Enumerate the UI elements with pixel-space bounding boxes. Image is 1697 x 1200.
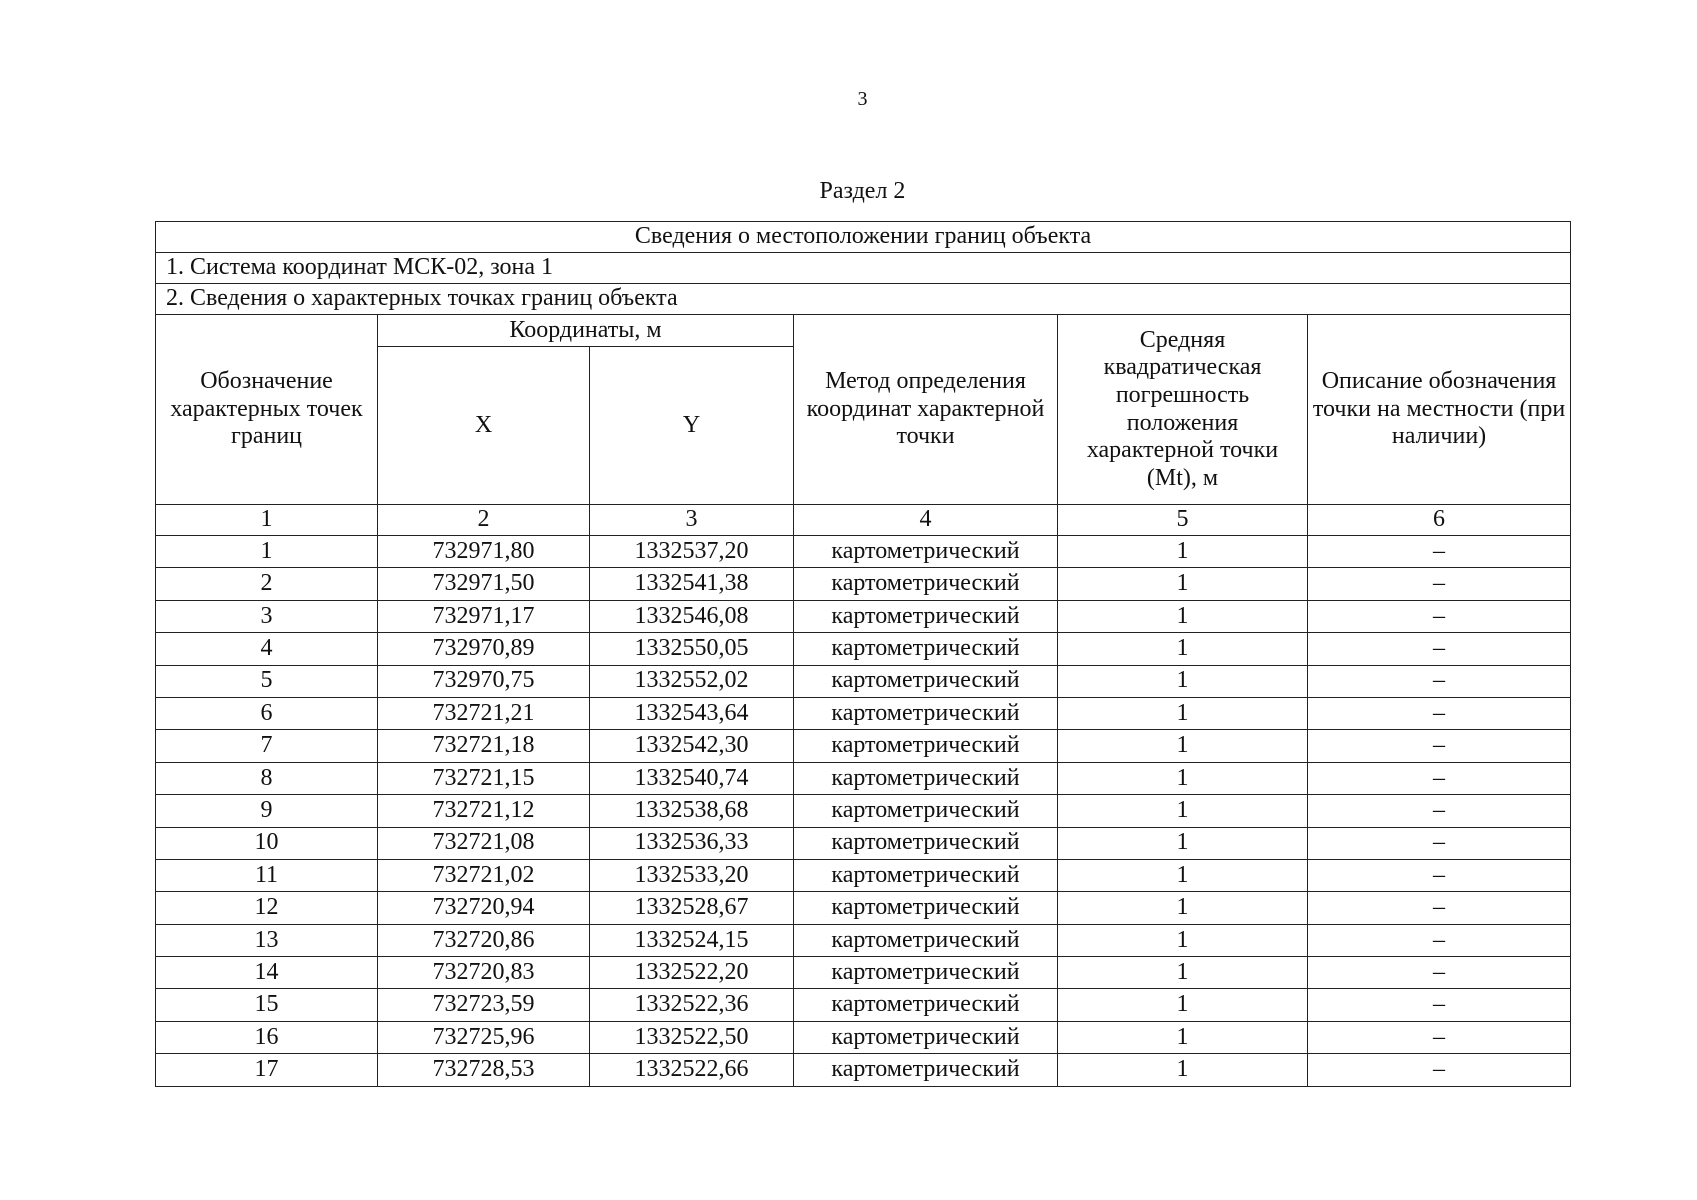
header-method: Метод определения координат характерной точки: [794, 315, 1058, 505]
table-row: [156, 859, 1571, 891]
x-coordinate-cell: 732721,15: [378, 762, 590, 794]
method-cell: картометрический: [794, 730, 1058, 762]
y-coordinate-cell: 1332542,30: [590, 730, 794, 762]
description-cell: –: [1308, 600, 1571, 632]
x-coordinate-cell: 732721,18: [378, 730, 590, 762]
method-cell: картометрический: [794, 1021, 1058, 1053]
column-number: 3: [590, 505, 794, 536]
x-coordinate-cell: 732970,89: [378, 633, 590, 665]
y-coordinate-cell: 1332522,66: [590, 1054, 794, 1086]
mean-square-error-cell: 1: [1058, 1021, 1308, 1053]
table-row: [156, 762, 1571, 794]
y-coordinate-cell: 1332522,50: [590, 1021, 794, 1053]
method-cell: картометрический: [794, 795, 1058, 827]
mean-square-error-cell: 1: [1058, 1054, 1308, 1086]
mean-square-error-cell: 1: [1058, 859, 1308, 891]
y-coordinate-cell: 1332552,02: [590, 665, 794, 697]
table-row: [156, 697, 1571, 729]
x-coordinate-cell: 732971,50: [378, 568, 590, 600]
x-coordinate-cell: 732970,75: [378, 665, 590, 697]
method-cell: картометрический: [794, 827, 1058, 859]
column-number-row: [156, 505, 1571, 536]
description-cell: –: [1308, 536, 1571, 568]
y-coordinate-cell: 1332524,15: [590, 924, 794, 956]
description-cell: –: [1308, 1021, 1571, 1053]
mean-square-error-cell: 1: [1058, 892, 1308, 924]
point-number-cell: 1: [156, 536, 378, 568]
header-mean-square-error: Средняя квадратическая погрешность положения характерной точки (Mt), м: [1058, 315, 1308, 505]
column-number: 5: [1058, 505, 1308, 536]
point-number-cell: 5: [156, 665, 378, 697]
method-cell: картометрический: [794, 1054, 1058, 1086]
description-cell: –: [1308, 697, 1571, 729]
point-number-cell: 6: [156, 697, 378, 729]
y-coordinate-cell: 1332538,68: [590, 795, 794, 827]
table-row: [156, 568, 1571, 600]
x-coordinate-cell: 732728,53: [378, 1054, 590, 1086]
point-number-cell: 17: [156, 1054, 378, 1086]
header-point-designation: Обозначение характерных точек границ: [156, 315, 378, 505]
table-row: [156, 536, 1571, 568]
table-row: [156, 827, 1571, 859]
x-coordinate-cell: 732721,08: [378, 827, 590, 859]
point-number-cell: 7: [156, 730, 378, 762]
description-cell: –: [1308, 795, 1571, 827]
page-number: 3: [857, 88, 868, 110]
method-cell: картометрический: [794, 600, 1058, 632]
table-row: [156, 989, 1571, 1021]
x-coordinate-cell: 732725,96: [378, 1021, 590, 1053]
table-row: [156, 600, 1571, 632]
description-cell: –: [1308, 924, 1571, 956]
table-row: [156, 892, 1571, 924]
point-number-cell: 12: [156, 892, 378, 924]
description-cell: –: [1308, 665, 1571, 697]
method-cell: картометрический: [794, 989, 1058, 1021]
x-coordinate-cell: 732721,02: [378, 859, 590, 891]
y-coordinate-cell: 1332536,33: [590, 827, 794, 859]
method-cell: картометрический: [794, 568, 1058, 600]
mean-square-error-cell: 1: [1058, 536, 1308, 568]
y-coordinate-cell: 1332546,08: [590, 600, 794, 632]
points-heading: 2. Сведения о характерных точках границ объекта: [156, 284, 1571, 315]
point-number-cell: 4: [156, 633, 378, 665]
point-number-cell: 14: [156, 957, 378, 989]
y-coordinate-cell: 1332550,05: [590, 633, 794, 665]
method-cell: картометрический: [794, 892, 1058, 924]
method-cell: картометрический: [794, 859, 1058, 891]
mean-square-error-cell: 1: [1058, 989, 1308, 1021]
x-coordinate-cell: 732720,83: [378, 957, 590, 989]
header-x: X: [378, 347, 590, 505]
y-coordinate-cell: 1332522,36: [590, 989, 794, 1021]
y-coordinate-cell: 1332522,20: [590, 957, 794, 989]
description-cell: –: [1308, 1054, 1571, 1086]
table-row: [156, 730, 1571, 762]
x-coordinate-cell: 732971,80: [378, 536, 590, 568]
section-title: Раздел 2: [819, 178, 906, 204]
mean-square-error-cell: 1: [1058, 924, 1308, 956]
table-row: [156, 1021, 1571, 1053]
header-description: Описание обозначения точки на местности (при наличии): [1308, 315, 1571, 505]
y-coordinate-cell: 1332541,38: [590, 568, 794, 600]
mean-square-error-cell: 1: [1058, 730, 1308, 762]
description-cell: –: [1308, 989, 1571, 1021]
mean-square-error-cell: 1: [1058, 957, 1308, 989]
y-coordinate-cell: 1332537,20: [590, 536, 794, 568]
mean-square-error-cell: 1: [1058, 568, 1308, 600]
table-row: [156, 795, 1571, 827]
table-row: [156, 633, 1571, 665]
point-number-cell: 11: [156, 859, 378, 891]
mean-square-error-cell: 1: [1058, 665, 1308, 697]
table-body: [156, 222, 1571, 1087]
x-coordinate-cell: 732720,86: [378, 924, 590, 956]
point-number-cell: 9: [156, 795, 378, 827]
point-number-cell: 13: [156, 924, 378, 956]
table-title: Сведения о местоположении границ объекта: [156, 222, 1571, 253]
table-row: [156, 1054, 1571, 1086]
point-number-cell: 8: [156, 762, 378, 794]
header-coordinates: Координаты, м: [378, 315, 794, 347]
point-number-cell: 10: [156, 827, 378, 859]
description-cell: –: [1308, 827, 1571, 859]
description-cell: –: [1308, 957, 1571, 989]
point-number-cell: 2: [156, 568, 378, 600]
point-number-cell: 15: [156, 989, 378, 1021]
x-coordinate-cell: 732971,17: [378, 600, 590, 632]
table-row: [156, 665, 1571, 697]
method-cell: картометрический: [794, 697, 1058, 729]
description-cell: –: [1308, 730, 1571, 762]
x-coordinate-cell: 732721,21: [378, 697, 590, 729]
point-number-cell: 3: [156, 600, 378, 632]
method-cell: картометрический: [794, 924, 1058, 956]
table-row: [156, 957, 1571, 989]
method-cell: картометрический: [794, 633, 1058, 665]
column-number: 6: [1308, 505, 1571, 536]
method-cell: картометрический: [794, 762, 1058, 794]
x-coordinate-cell: 732723,59: [378, 989, 590, 1021]
column-number: 2: [378, 505, 590, 536]
x-coordinate-cell: 732720,94: [378, 892, 590, 924]
point-number-cell: 16: [156, 1021, 378, 1053]
mean-square-error-cell: 1: [1058, 827, 1308, 859]
table-row: [156, 924, 1571, 956]
description-cell: –: [1308, 892, 1571, 924]
description-cell: –: [1308, 762, 1571, 794]
method-cell: картометрический: [794, 665, 1058, 697]
description-cell: –: [1308, 568, 1571, 600]
method-cell: картометрический: [794, 536, 1058, 568]
y-coordinate-cell: 1332543,64: [590, 697, 794, 729]
mean-square-error-cell: 1: [1058, 795, 1308, 827]
mean-square-error-cell: 1: [1058, 633, 1308, 665]
description-cell: –: [1308, 633, 1571, 665]
column-number: 4: [794, 505, 1058, 536]
coordinate-system: 1. Система координат МСК-02, зона 1: [156, 253, 1571, 284]
description-cell: –: [1308, 859, 1571, 891]
mean-square-error-cell: 1: [1058, 600, 1308, 632]
y-coordinate-cell: 1332540,74: [590, 762, 794, 794]
mean-square-error-cell: 1: [1058, 697, 1308, 729]
column-number: 1: [156, 505, 378, 536]
y-coordinate-cell: 1332533,20: [590, 859, 794, 891]
boundary-points-table: [155, 221, 1571, 1087]
x-coordinate-cell: 732721,12: [378, 795, 590, 827]
method-cell: картометрический: [794, 957, 1058, 989]
y-coordinate-cell: 1332528,67: [590, 892, 794, 924]
mean-square-error-cell: 1: [1058, 762, 1308, 794]
header-y: Y: [590, 347, 794, 505]
